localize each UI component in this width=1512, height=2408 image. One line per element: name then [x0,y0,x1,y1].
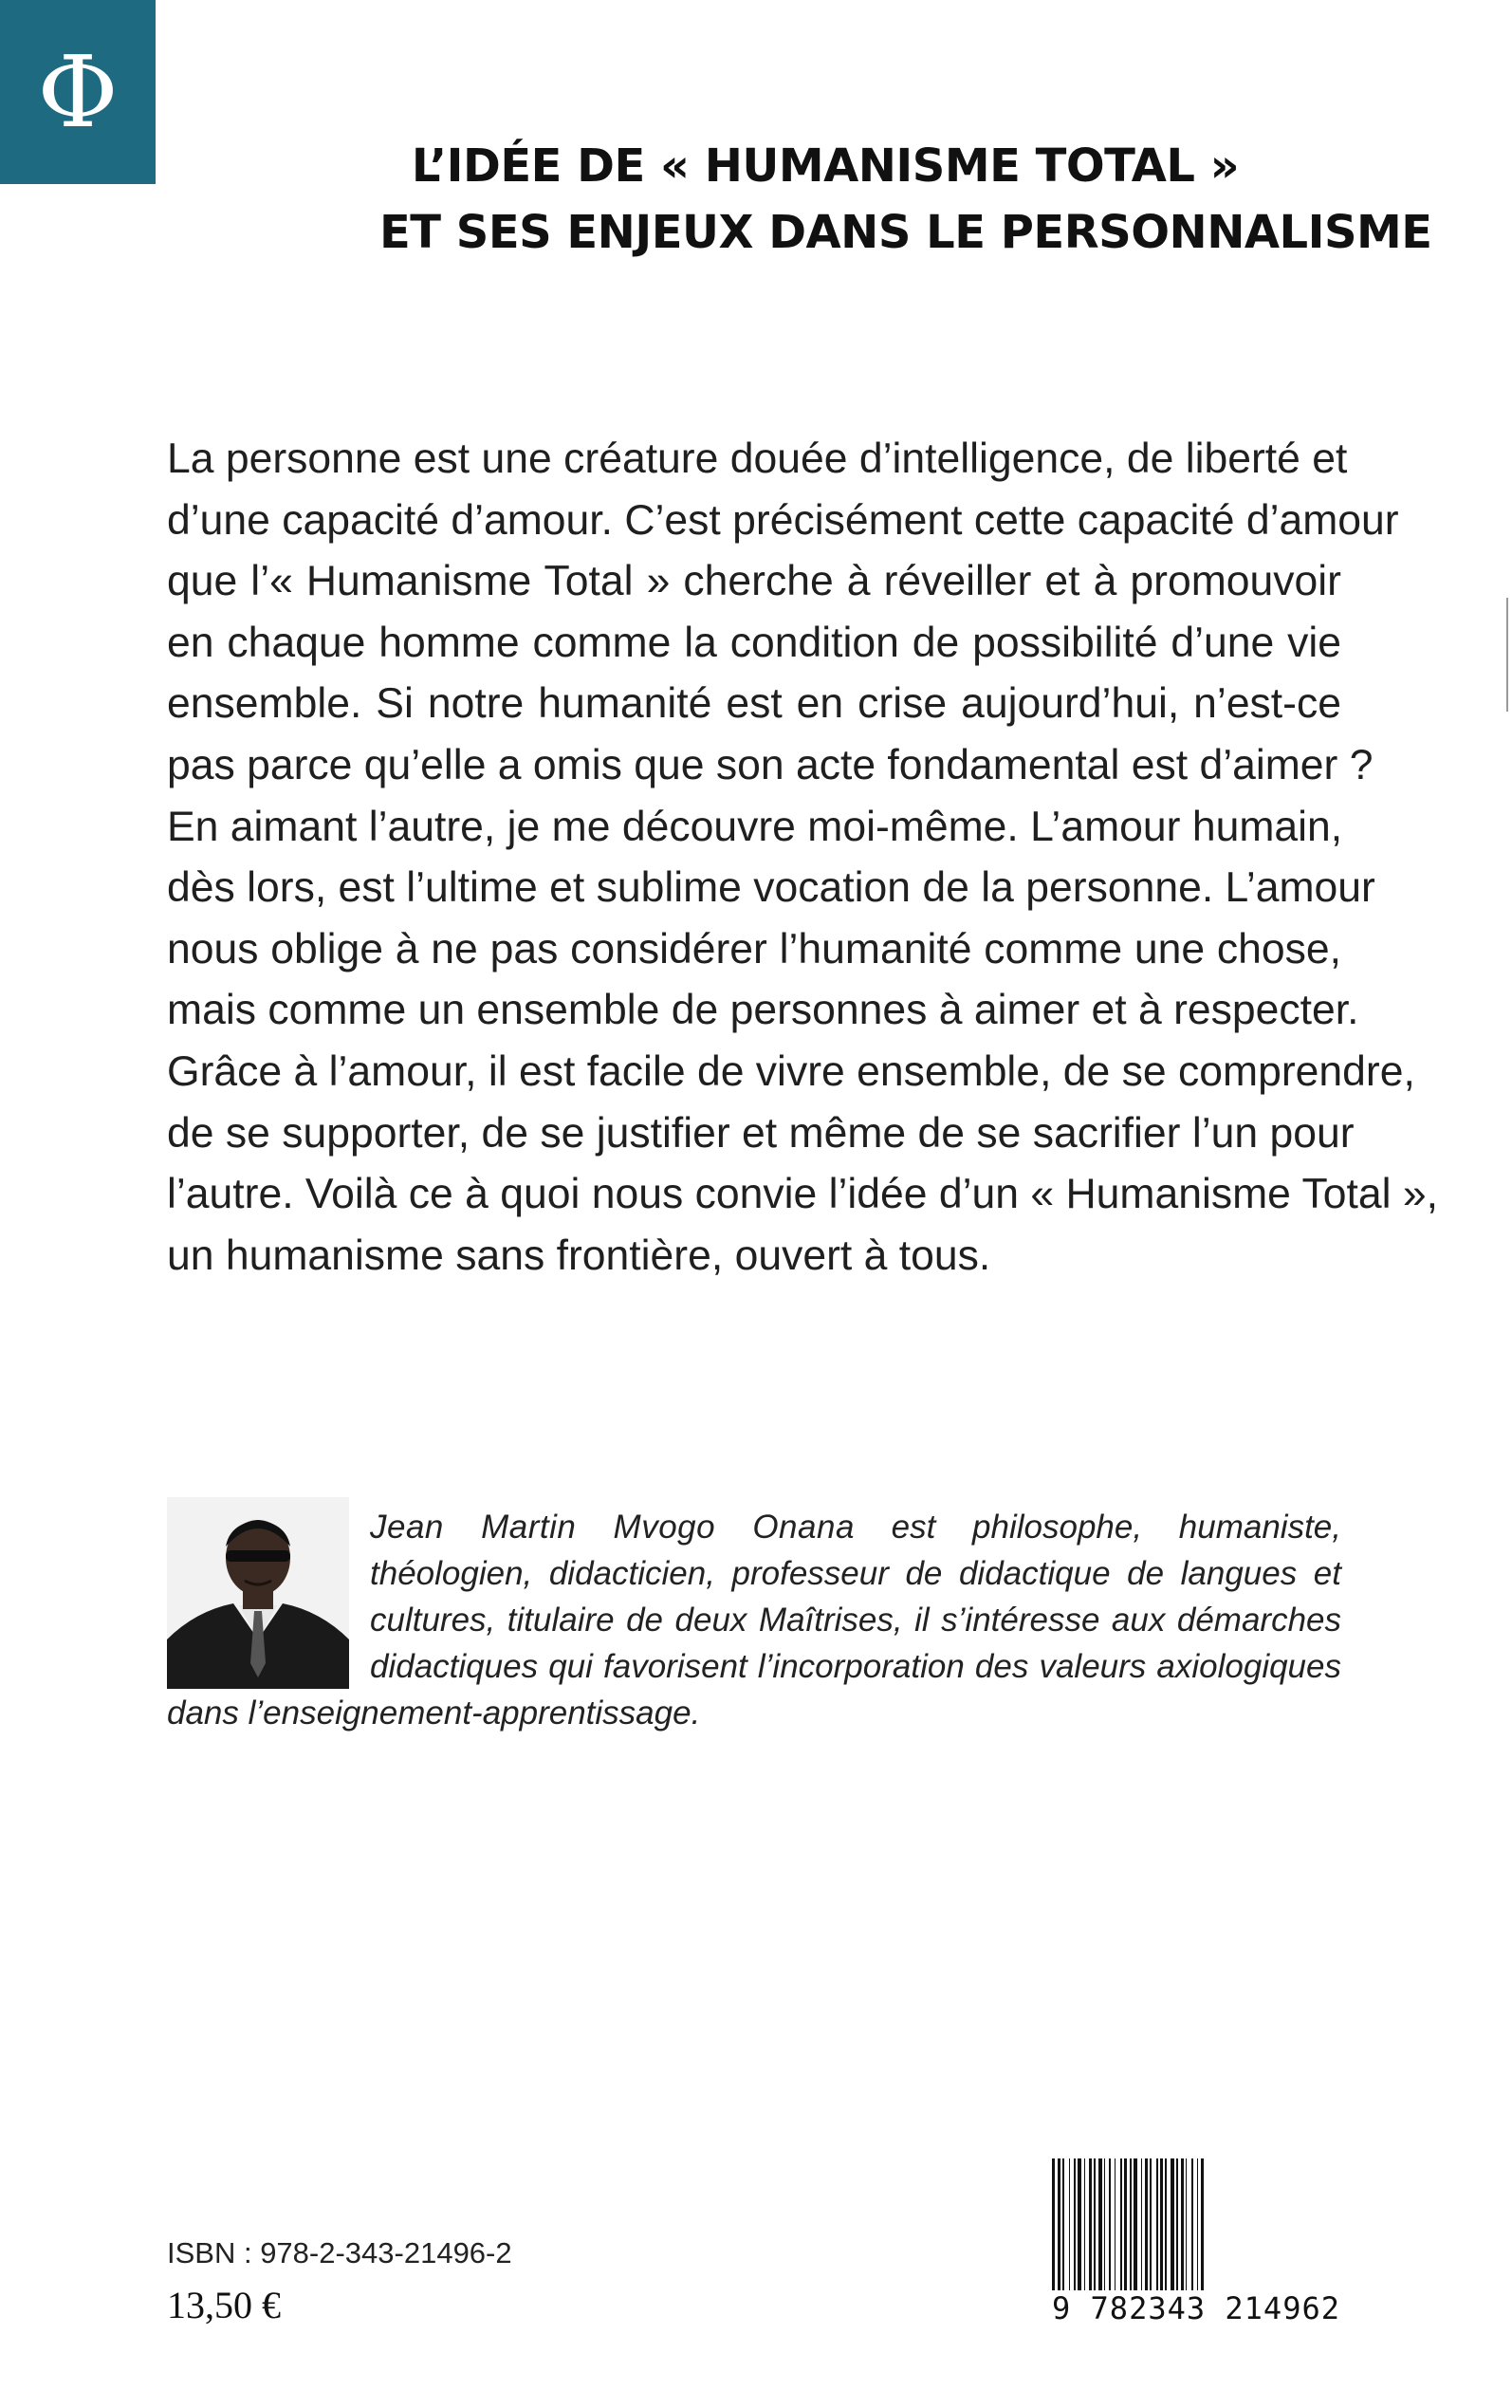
blurb-line: pas parce qu’elle a omis que son acte fondamental est d’aimer ? [167,741,1374,788]
title-line: L’IDÉE DE « HUMANISME TOTAL » [411,139,1240,193]
blurb-line: en chaque homme comme la condition de possibilité d’une vie [167,619,1341,666]
phi-icon: Φ [37,34,119,150]
bio-line: cultures, titulaire de deux Maîtrises, il s’intéresse aux démarches [370,1602,1341,1639]
blurb-line: En aimant l’autre, je me découvre moi-même. L’amour humain, [167,803,1343,850]
blurb-line: ensemble. Si notre humanité est en crise aujourd’hui, n’est-ce [167,680,1341,728]
blurb-line: que l’« Humanisme Total » cherche à réveiller et à promouvoir [167,558,1341,605]
blurb-line: La personne est une créature douée d’intelligence, de liberté et [167,435,1348,482]
bio-line: théologien, didacticien, professeur de didactique de langues et [370,1555,1341,1592]
bio-line: didactiques qui favorisent l’incorporation des valeurs axiologiques [370,1648,1341,1685]
barcode-number: 9 782343 214962 [1046,2290,1346,2326]
blurb-line: un humanisme sans frontière, ouvert à tous. [167,1232,991,1279]
blurb-line: Grâce à l’amour, il est facile de vivre ensemble, de se comprendre, [167,1047,1415,1095]
page-edge-divider [1506,598,1508,712]
bio-line [167,1504,1341,1550]
author-name: Jean Martin Mvogo Onana [370,1509,855,1546]
blurb-text [167,429,1438,1287]
isbn: ISBN : 978-2-343-21496-2 [167,2236,512,2269]
publisher-logo [0,0,156,184]
blurb-line: dès lors, est l’ultime et sublime vocation de la personne. L’amour [167,864,1375,912]
blurb-line: l’autre. Voilà ce à quoi nous convie l’idée d’un « Humanisme Total », [167,1171,1438,1218]
bio-text: est philosophe, humaniste, [891,1509,1341,1546]
author-bio [167,1504,1341,1736]
blurb-line: de se supporter, de se justifier et même de se sacrifier l’un pour [167,1109,1355,1157]
blurb-line: d’une capacité d’amour. C’est précisément cette capacité d’amour [167,496,1399,544]
blurb-line: nous oblige à ne pas considérer l’humanité comme une chose, [167,925,1341,972]
title-line: ET SES ENJEUX DANS LE PERSONNALISME [379,206,1432,259]
price: 13,50 € [167,2284,281,2326]
bio-line: dans l’enseignement-apprentissage. [167,1695,701,1732]
blurb-line: mais comme un ensemble de personnes à aimer et à respecter. [167,987,1359,1034]
book-title [379,133,1432,266]
